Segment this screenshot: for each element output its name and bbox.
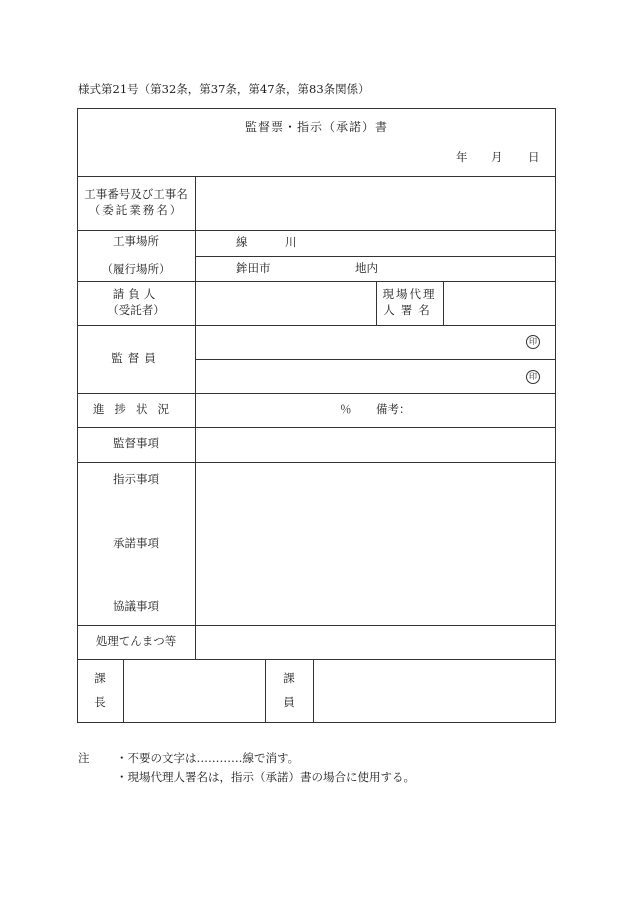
note-1: ・不要の文字は…………線で消す。 bbox=[116, 751, 300, 765]
label-column-line bbox=[195, 176, 196, 660]
approval-items-label: 承諾事項 bbox=[113, 536, 159, 550]
contractor-sub-label: （受託者） bbox=[107, 303, 165, 317]
date-day: 日 bbox=[528, 150, 540, 164]
section-staff-char1: 課 bbox=[283, 671, 295, 685]
contractor-split bbox=[376, 281, 377, 326]
seal-icon: 印 bbox=[526, 335, 540, 349]
remarks-label: 備考： bbox=[376, 402, 411, 416]
divider bbox=[77, 625, 556, 626]
location-river-suffix: 川 bbox=[285, 235, 297, 249]
site-agent-label: 現場代理 bbox=[382, 287, 437, 301]
handling-label: 処理てんまつ等 bbox=[95, 634, 177, 648]
location-label: 工事場所 bbox=[113, 234, 159, 248]
divider bbox=[77, 393, 556, 394]
section-chief-char1: 課 bbox=[94, 671, 106, 685]
approval-split bbox=[313, 659, 314, 723]
frame-bottom bbox=[77, 722, 556, 723]
location-city: 鉾田市 bbox=[236, 261, 271, 275]
divider bbox=[77, 176, 556, 177]
location-chinai: 地内 bbox=[355, 261, 378, 275]
frame-top bbox=[77, 108, 556, 109]
section-staff-char2: 員 bbox=[283, 695, 295, 709]
instruction-items-label: 指示事項 bbox=[113, 472, 159, 486]
contractor-label: 請負人 bbox=[112, 287, 160, 301]
date-year: 年 bbox=[456, 150, 468, 164]
date-month: 月 bbox=[491, 150, 503, 164]
divider bbox=[195, 359, 556, 360]
approval-split bbox=[265, 659, 266, 723]
contractor-split bbox=[443, 281, 444, 326]
seal-icon: 印 bbox=[526, 370, 540, 384]
form-id: 様式第21号（第32条，第37条，第47条，第83条関係） bbox=[78, 82, 370, 96]
section-chief-char2: 長 bbox=[94, 695, 106, 709]
consultation-items-label: 協議事項 bbox=[113, 599, 159, 613]
divider bbox=[195, 256, 556, 257]
divider bbox=[77, 427, 556, 428]
divider bbox=[77, 230, 556, 231]
site-agent-sign-label: 人署名 bbox=[383, 303, 436, 317]
supervisor-label: 監督員 bbox=[111, 351, 161, 365]
location-sub-label: （履行場所） bbox=[101, 262, 171, 276]
work-number-label: 工事番号及び工事名 bbox=[84, 187, 188, 201]
divider bbox=[77, 281, 556, 282]
progress-label: 進捗状況 bbox=[93, 402, 179, 416]
form-title: 監督票・指示（承諾）書 bbox=[244, 120, 388, 134]
frame-right bbox=[555, 108, 556, 723]
approval-split bbox=[123, 659, 124, 723]
supervision-items-label: 監督事項 bbox=[113, 436, 159, 450]
location-line-suffix: 線 bbox=[236, 235, 248, 249]
divider bbox=[77, 325, 556, 326]
work-name-label: （委託業務名） bbox=[88, 203, 184, 217]
divider bbox=[77, 659, 556, 660]
progress-percent: ％ bbox=[340, 402, 352, 416]
note-2: ・現場代理人署名は，指示（承諾）書の場合に使用する。 bbox=[116, 770, 415, 784]
divider bbox=[77, 462, 556, 463]
notes-label: 注 bbox=[78, 751, 90, 765]
